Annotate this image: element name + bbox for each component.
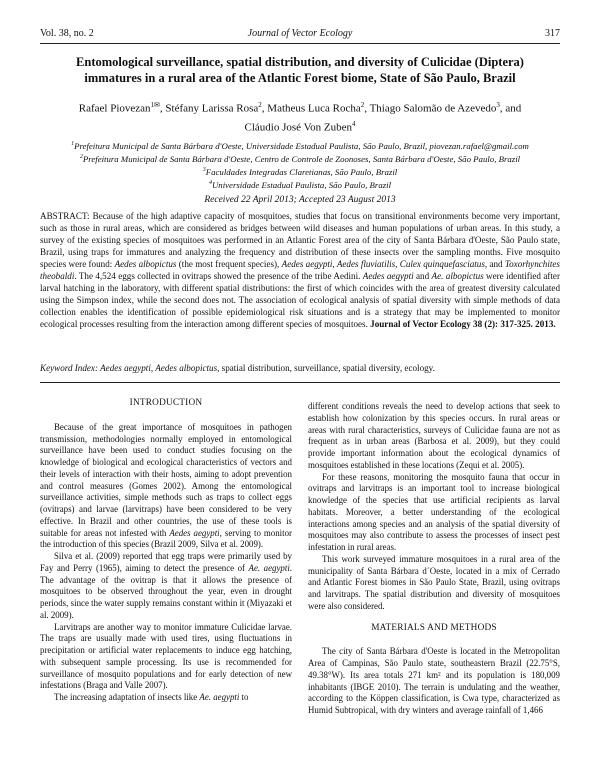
author-line-2 [40,117,560,136]
methods-heading: MATERIALS AND METHODS [371,622,497,633]
citation: Journal of Vector Ecology 38 (2): 317-325. 2013. [370,319,556,329]
paragraph: The city of Santa Bárbara d'Oeste is located in the Metropolitan Area of Campinas, São Paulo state, southeastern Brazil (22.75°S, 49.38°W). Its area totals 271 km² and its population is 180,009 inhabitants (IBGE 2010). The terrain is undulating and the weather, according to the Köppen classification, is Cwa type, characterized as Humid Subtropical, with dry winters and average rainfall of 1,466 [308,646,560,715]
paragraph: Because of the great importance of mosquitoes in pathogen transmission, methodologies normally employed in entomological surveillance have been used to conduct studies focusing on the knowledge of biological and ecological characteristics of vectors and their levels of interaction with their hosts, aiming to adopt prevention and control measures (Gomes 2002). Among the entomological surveillance activities, simple methods such as traps to collect eggs (ovitraps) and larvae (larvitraps) have been considered to be very effective. In Brazil and other countries, the use of these tools is suitable for areas not infested with Aedes aegypti, serving to monitor the introduction of this species (Brazil 2009, Silva et al. 2009). [40,421,292,550]
volume-label: Vol. 38, no. 2 [40,28,94,39]
right-column [308,401,560,717]
affiliation-4: $^4$Universidade Estadual Paulista, São Paulo, Brazil [208,180,392,191]
affiliation-2: $^2$Prefeitura Municipal de Santa Bárbara d'Oeste, Centro de Controle de Zoonoses, Santa Bárbara d'Oeste, São Paulo, Brazil [79,154,521,165]
affiliations [40,139,560,192]
author-name: , Matheus Luca Rocha [261,102,361,115]
affiliation-1: $^1$Prefeitura Municipal de Santa Bárbara d'Oeste, Universidade Estadual Paulista, São Paulo, Brazil, piovezan.rafael@gmail.com [71,140,529,151]
abstract: ABSTRACT: Because of the high adaptive capacity of mosquitoes, studies that focus on transitional environments become very important, such as those in rural areas, which are considered as bridges between wild diseases and human populations of urban areas. In this study, a survey of the existing species of mosquitoes was performed in an Atlantic Forest area of the city of Santa Bárbara d'Oeste, São Paulo state, Brazil, using traps for immatures and analyzing the frequency and distribution of these insects over the sampling months. Five mosquito species were found: Aedes albopictus (the most frequent species), Aedes aegypti, Aedes fluviatilis, Culex quinquefasciatus, and Toxorhynchites theobaldi. The 4,524 eggs collected in ovitraps showed the presence of the tribe Aedini. Aedes aegypti and Ae. albopictus were identified after larval hatching in the laboratory, with different spatial distributions: the first of which coincides with the area of greatest diversity calculated using the Simpson index, while the second does not. The association of ecological analysis of spatial diversity with simple methods of data collection enables the identification of possible epidemiological risk situations and is a strategy that may be implemented to monitor ecological processes resulting from the interaction among different species of mosquitoes. Journal of Vector Ecology 38 (2): 317-325. 2013. [40,211,560,329]
keyword-index: Keyword Index: Aedes aegypti, Aedes albopictus, spatial distribution, surveillance, spatial diversity, ecology. [40,363,435,373]
journal-name: Journal of Vector Ecology [247,28,353,39]
author-affil-mark: 4 [351,120,356,129]
running-header [40,28,560,42]
paragraph: Silva et al. (2009) reported that egg traps were primarily used by Fay and Perry (1965), aiming to detect the presence of Ae. aegypti. The advantage of the ovitrap is that it allows the presence of mosquitoes to be observed throughout the year, even in drought periods, since the water supply remains constant within it (Miyazaki et al. 2009). [40,551,292,620]
section-divider [40,382,560,383]
author-name: , Stéfany Larissa Rosa [159,102,259,115]
author-name: Cláudio José Von Zuben [244,121,352,134]
introduction-heading: INTRODUCTION [129,398,203,408]
author-list [40,98,560,136]
header-rule [40,43,560,44]
title-line-2: immatures in a rural area of the Atlantic Forest biome, State of São Paulo, Brazil [84,70,516,85]
author-affil-mark: 2 [258,101,262,109]
paragraph: This work surveyed immature mosquitoes in a rural area of the municipality of Santa Bárbara d´Oeste, located in a mix of Cerrado and Atlantic Forest biomes in São Paulo State, Brazil, using ovitraps and larvitraps. The spatial distribution and diversity of mosquitoes were also considered. [308,553,560,611]
author-line-1 [40,98,560,117]
author-name: , Thiago Salomão de Azevedo [364,102,497,115]
author-affil-mark: 3 [496,101,500,109]
page-number: 317 [545,28,560,39]
author-affil-mark: 2 [360,101,365,109]
left-column [40,398,292,704]
author-conjunction: , and [499,102,522,115]
paragraph: Larvitraps are another way to monitor immature Culicidae larvae. The traps are usually made with used tires, using fluctuations in precipitation or artificial water replacements to induce egg hatching, with subsequent sample processing. Its use is recommended for surveillance of mosquito populations and for early detection of new infestations (Braga and Valle 2007). [40,621,292,691]
author-affil-mark: 1✉ [150,101,160,109]
article-title [40,55,560,86]
paragraph: For these reasons, monitoring the mosquito fauna that occur in ovitraps and larvitraps is an important tool to increase biological knowledge of the species that use artificial recipients as larval habitats. Moreover, a better understanding of the ecological interactions among species and an analysis of the spatial diversity of mosquitoes may also contribute to assess the processes of insect pest infestation in rural areas. [308,471,560,552]
title-line-1: Entomological surveillance, spatial distribution, and diversity of Culicidae (Diptera) [76,55,524,69]
paragraph: The increasing adaptation of insects like Ae. aegypti to [54,692,249,702]
affiliation-3: $^3$Faculdades Integradas Claretianas, São Paulo, Brazil [202,167,398,178]
paragraph: different conditions reveals the need to develop actions that seek to establish how colonization by this species occurs. In rural areas or areas with rural characteristics, surveys of Culicidae fauna are not as frequent as in urban areas (Barbosa et al. 2009), but they could provide important information about the ecological dynamics of mosquitoes established in these locations (Zequi et al. 2005). [308,401,560,470]
received-dates: Received 22 April 2013; Accepted 23 August 2013 [204,195,396,205]
author-name: Rafael Piovezan [78,102,151,115]
